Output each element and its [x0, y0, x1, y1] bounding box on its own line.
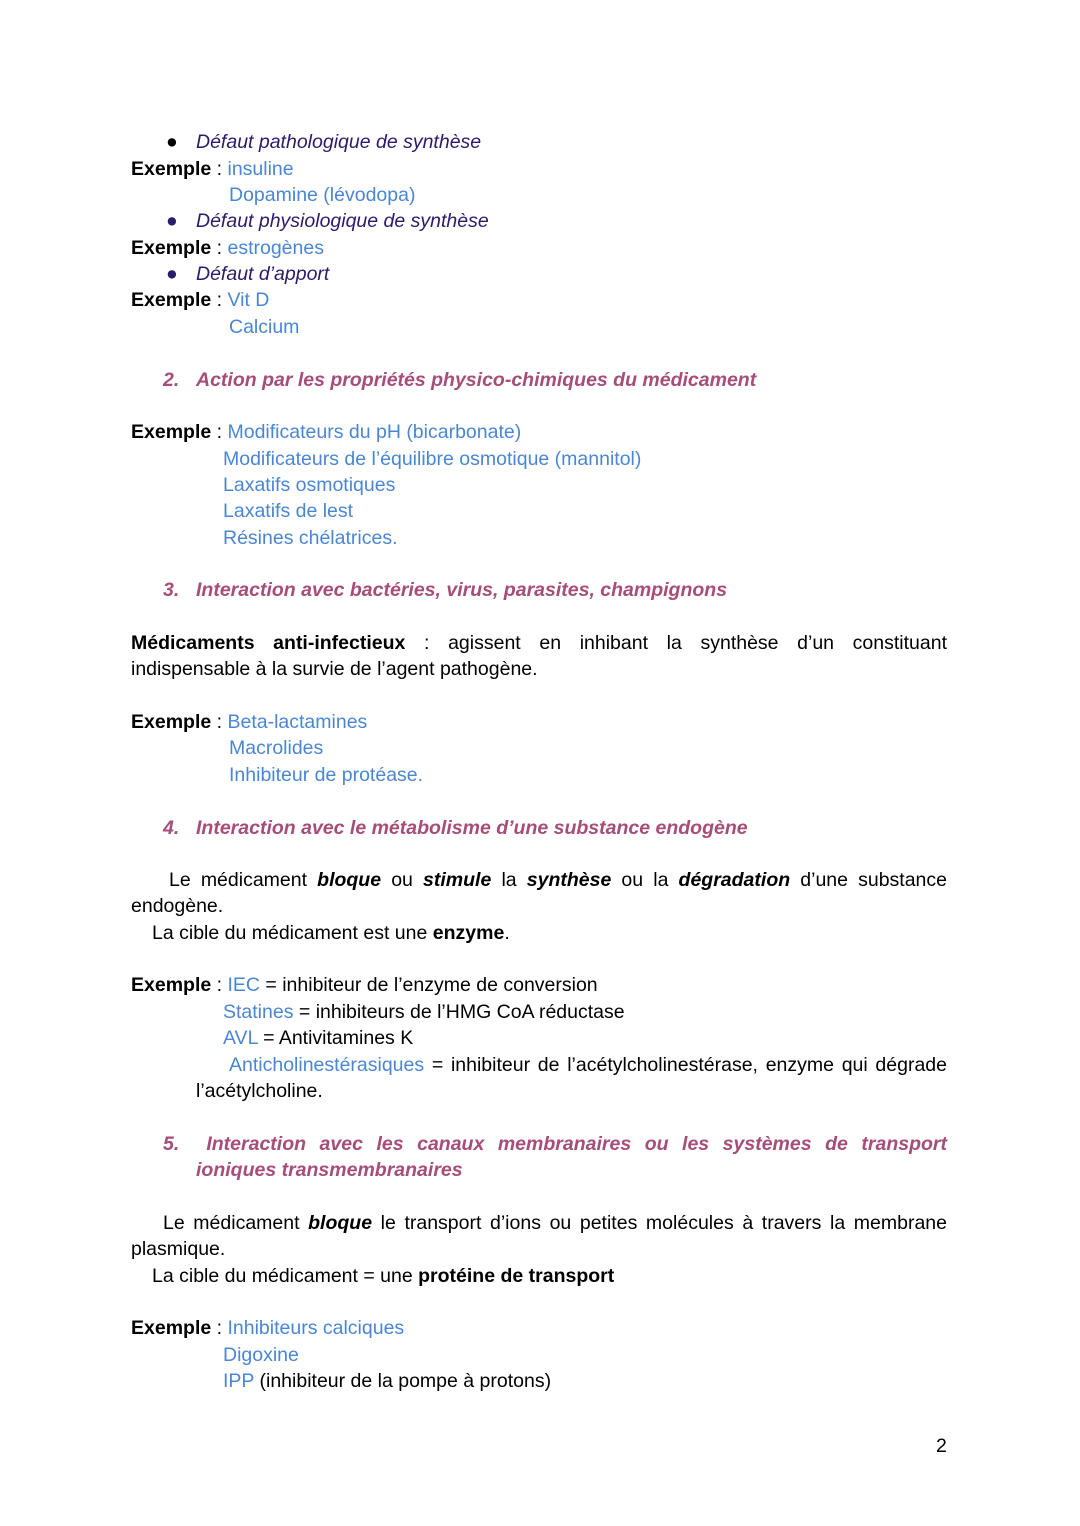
- emphasis: bloque: [317, 869, 382, 891]
- bullet-icon: ●: [166, 210, 178, 232]
- colon: :: [211, 237, 228, 259]
- paragraph-text: la: [491, 869, 527, 891]
- paragraph-enzyme: [131, 867, 947, 893]
- example-label: Exemple: [131, 711, 212, 733]
- bold-term: protéine de transport: [418, 1265, 615, 1287]
- page-number: 2: [936, 1435, 947, 1457]
- heading-number: 3.: [163, 579, 180, 601]
- paragraph-text: indispensable à la survie de l’agent pathogène.: [131, 658, 538, 680]
- colon: :: [211, 974, 228, 996]
- colon: :: [211, 421, 228, 443]
- emphasis: dégradation: [678, 869, 791, 891]
- example-row: [131, 419, 521, 445]
- example-term: AVL: [223, 1027, 258, 1049]
- paragraph-text: .: [504, 922, 510, 944]
- example-row: [223, 1368, 551, 1394]
- section-heading-4: [163, 815, 748, 841]
- heading-title: Action par les propriétés physico-chimiques du médicament: [196, 369, 757, 391]
- colon: :: [211, 711, 228, 733]
- colon: :: [211, 289, 228, 311]
- example-item: insuline: [227, 158, 294, 180]
- subheading-pathologique: [166, 129, 482, 155]
- emphasis: bloque: [308, 1212, 373, 1234]
- example-term: Inhibiteurs calciques: [227, 1317, 405, 1339]
- example-desc: = inhibiteurs de l’HMG CoA réductase: [293, 1001, 625, 1023]
- colon: :: [211, 158, 228, 180]
- paragraph-text: ou: [381, 869, 424, 891]
- heading-number: 5.: [163, 1133, 180, 1155]
- example-label: Exemple: [131, 289, 212, 311]
- section-heading-2: [163, 367, 757, 393]
- example-row: [131, 1315, 404, 1341]
- example-desc: = inhibiteur de l’enzyme de conversion: [260, 974, 598, 996]
- section-heading-3: [163, 577, 728, 603]
- example-label: Exemple: [131, 421, 212, 443]
- example-item: Vit D: [227, 289, 270, 311]
- paragraph-text: endogène.: [131, 895, 224, 917]
- subheading-label: Défaut physiologique de synthèse: [196, 210, 489, 232]
- paragraph-text: d’une substance: [790, 869, 947, 891]
- subheading-label: Défaut pathologique de synthèse: [196, 131, 482, 153]
- paragraph-text: plasmique.: [131, 1238, 226, 1260]
- example-item: Dopamine (lévodopa): [229, 184, 416, 206]
- example-term: Anticholinestérasiques: [229, 1054, 425, 1076]
- subheading-physiologique: [166, 208, 489, 234]
- target-line: [152, 1263, 614, 1289]
- example-desc: l’acétylcholine.: [196, 1080, 323, 1102]
- example-item: estrogènes: [227, 237, 324, 259]
- emphasis: stimule: [423, 869, 492, 891]
- heading-title: Interaction avec bactéries, virus, parasites, champignons: [196, 579, 728, 601]
- paragraph-text: Le médicament: [169, 869, 318, 891]
- example-item: Modificateurs du pH (bicarbonate): [227, 421, 522, 443]
- example-term: IPP: [223, 1370, 255, 1392]
- example-row: [229, 1052, 947, 1078]
- paragraph-text: le transport d’ions ou petites molécules à travers la membrane: [372, 1212, 947, 1234]
- bold-term: enzyme: [432, 922, 505, 944]
- example-desc: (inhibiteur de la pompe à protons): [254, 1370, 552, 1392]
- example-term: IEC: [227, 974, 260, 996]
- example-item: Macrolides: [229, 737, 324, 759]
- example-label: Exemple: [131, 158, 212, 180]
- bullet-icon: ●: [166, 131, 178, 153]
- example-row: [131, 156, 294, 182]
- example-term: Statines: [223, 1001, 294, 1023]
- example-item: Laxatifs osmotiques: [223, 474, 396, 496]
- example-item: Beta-lactamines: [227, 711, 368, 733]
- example-item: Inhibiteur de protéase.: [229, 764, 424, 786]
- subheading-label: Défaut d’apport: [196, 263, 330, 285]
- example-desc: = Antivitamines K: [257, 1027, 414, 1049]
- paragraph-text: La cible du médicament = une: [152, 1265, 419, 1287]
- example-label: Exemple: [131, 237, 212, 259]
- heading-title: Interaction avec le métabolisme d’une substance endogène: [196, 817, 748, 839]
- paragraph-transport: [131, 1210, 947, 1236]
- section-heading-5: [163, 1131, 947, 1157]
- heading-title-cont: ioniques transmembranaires: [196, 1159, 463, 1181]
- example-row: [131, 287, 269, 313]
- example-item: Résines chélatrices.: [223, 527, 398, 549]
- paragraph-text: La cible du médicament est une: [152, 922, 433, 944]
- example-term: Digoxine: [223, 1344, 299, 1366]
- paragraph-text: ou la: [611, 869, 679, 891]
- example-row: [131, 709, 367, 735]
- paragraph-text: Le médicament: [163, 1212, 309, 1234]
- example-item: Calcium: [229, 316, 300, 338]
- example-row: [223, 1025, 413, 1051]
- example-row: [131, 972, 598, 998]
- paragraph-text: : agissent en inhibant la synthèse d’un constituant: [405, 632, 947, 654]
- example-desc: = inhibiteur de l’acétylcholinestérase, enzyme qui dégrade: [424, 1054, 947, 1076]
- example-label: Exemple: [131, 974, 212, 996]
- example-row: [131, 235, 324, 261]
- heading-number: 2.: [163, 369, 180, 391]
- bullet-icon: ●: [166, 263, 178, 285]
- paragraph-anti-infectieux: [131, 630, 947, 656]
- colon: :: [211, 1317, 228, 1339]
- example-item: Laxatifs de lest: [223, 500, 354, 522]
- emphasis: synthèse: [526, 869, 612, 891]
- example-row: [223, 999, 625, 1025]
- example-item: Modificateurs de l’équilibre osmotique (mannitol): [223, 448, 642, 470]
- target-line: [152, 920, 510, 946]
- bold-term: Médicaments anti-infectieux: [131, 632, 406, 654]
- heading-title: Interaction avec les canaux membranaires ou les systèmes de transport: [206, 1133, 947, 1155]
- subheading-apport: [166, 261, 330, 287]
- heading-number: 4.: [163, 817, 180, 839]
- example-label: Exemple: [131, 1317, 212, 1339]
